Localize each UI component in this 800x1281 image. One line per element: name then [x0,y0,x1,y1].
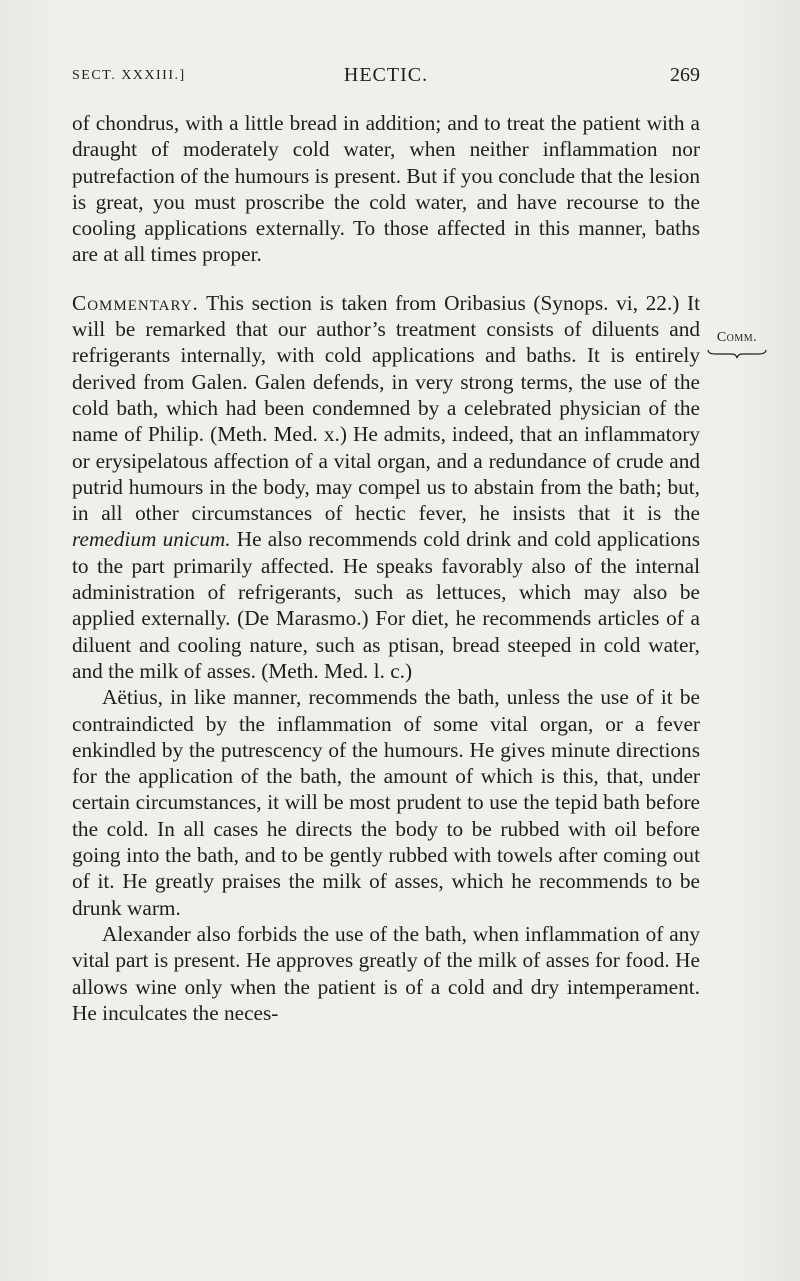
margin-note [706,330,768,360]
paragraph-aetius: Aëtius, in like manner, recommends the bath, unless the use of it be contraindicted by the inflammation of some vital organ, or a fever enkindled by the putrescency of the humours. He gives minute directions for the application of the bath, the amount of which is this, that, under certain circumstances, it will be most prudent to use the tepid bath before the cold. In all cases he directs the body to be rubbed with oil before going into the bath, and to be gently rubbed with towels after coming out of it. He greatly praises the milk of asses, which he recommends to be drunk warm. [72,685,700,920]
margin-note-label: Comm. [716,330,758,345]
body-text [72,110,700,1026]
paragraph-continuation: of chondrus, with a little bread in addition; and to treat the patient with a draught of moderately cold water, when neither inflammation nor putrefaction of the humours is present. But if you conclude that the lesion is great, you must proscribe the cold water, and have recourse to the cooling applications externally. To those affected in this manner, baths are at all times proper. [72,111,700,267]
running-header [72,64,700,94]
brace-icon [706,348,768,360]
latin-phrase: remedium unicum. [72,527,231,552]
commentary-text-a: This section is taken from Oribasius (Synops. vi, 22.) It will be remarked that our author’s treatment consists of diluents and refrigerants internally, with cold applications and baths. It is entirely derived from Galen. Galen defends, in very strong terms, the use of the cold bath, which had been condemned by a celebrated physician of the name of Philip. (Meth. Med. x.) He admits, indeed, that an inflammatory or erysipelatous affection of a vital organ, and a redundance of crude and putrid humours in the body, may compel us to abstain from the bath; but, in all other circumstances of hectic fever, he insists that it is the [72,290,700,526]
paragraph-commentary [72,290,700,684]
page-number: 269 [670,64,700,86]
paragraph-alexander: Alexander also forbids the use of the bath, when inflammation of any vital part is present. He approves greatly of the milk of asses for food. He allows wine only when the patient is of a cold and dry intemperament. He inculcates the neces- [72,921,700,1025]
section-reference: SECT. XXXIII.] [72,68,186,83]
commentary-label: Commentary. [72,290,199,315]
commentary-text-b: He also recommends cold drink and cold applications to the part primarily affected. He speaks favorably also of the internal administration of refrigerants, such as lettuces, which may also be applied externally. (De Marasmo.) For diet, he recommends articles of a diluent and cooling nature, such as ptisan, bread steeped in cold water, and the milk of asses. (Meth. Med. l. c.) [72,527,700,683]
running-title: HECTIC. [343,64,429,86]
